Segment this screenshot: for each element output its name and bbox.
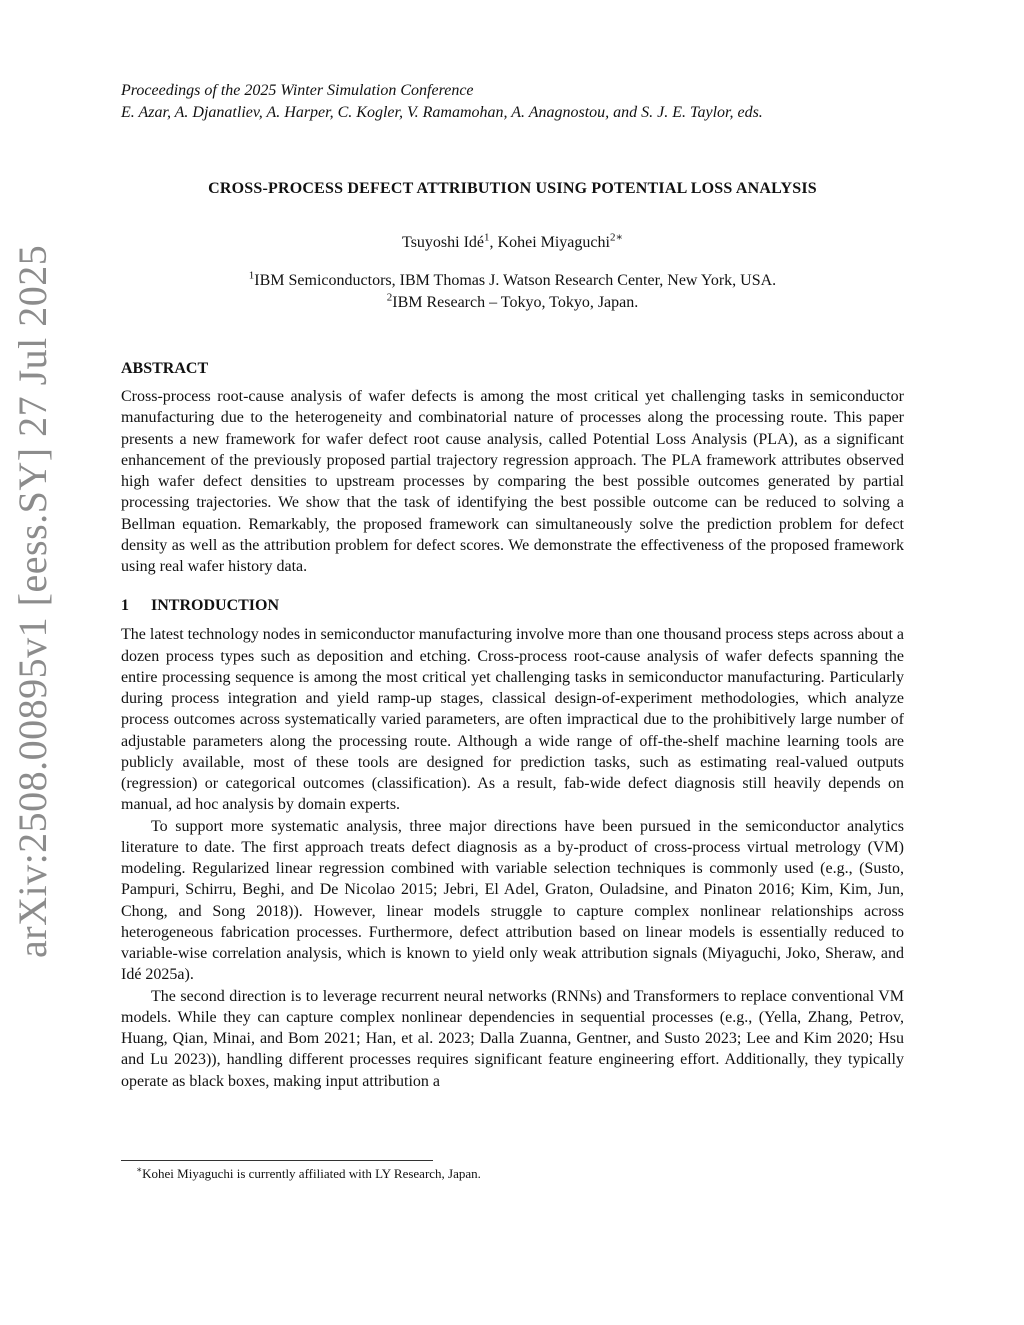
proceedings-editors: E. Azar, A. Djanatliev, A. Harper, C. Kogler, V. Ramamohan, A. Anagnostou, and S. J. E. Taylor, eds. xyxy=(121,104,763,121)
footnote-divider xyxy=(121,1160,433,1161)
affiliation xyxy=(121,270,904,292)
abstract-text: Cross-process root-cause analysis of wafer defects is among the most critical yet challenging tasks in semiconductor manufacturing due to the heterogeneity and combinatorial nature of processes along the processing route. This paper presents a new framework for wafer defect root cause analysis, called Potential Loss Analysis (PLA), as a significant enhancement of the previously proposed partial trajectory regression approach. The PLA framework attributes observed high wafer defect densities to upstream processes by comparing the best possible outcomes generated by partial processing trajectories. We show that the task of identifying the best possible outcome can be reduced to solving a Bellman equation. Remarkably, the proposed framework can simultaneously solve the prediction problem for defect density as well as the attribution problem for defect scores. We demonstrate the effectiveness of the proposed framework using real wafer history data. xyxy=(121,388,904,575)
footnote-mark: ∗ xyxy=(136,1164,143,1175)
body-paragraph: The latest technology nodes in semiconductor manufacturing involve more than one thousand process steps across about a dozen process types such as deposition and etching. Cross-process root-cause analysis of wafer defects spanning the entire processing sequence is among the most critical yet challenging tasks in semiconductor manufacturing. Particularly during process integration and yield ramp-up stages, classical design-of-experiment methodologies, which analyze process outcomes across systematically varied parameters, are often impractical due to the prohibitively large number of adjustable parameters along the processing route. Although a wide range of off-the-shelf machine learning tools are publicly available, most of these tools are designed for prediction tasks, such as estimating real-valued outputs (regression) or categorical outcomes (classification). As a result, fab-wide defect diagnosis still heavily depends on manual, ad hoc analysis by domain experts. xyxy=(121,626,904,814)
author-name: Tsuyoshi Idé xyxy=(402,234,485,251)
affiliation-list xyxy=(121,270,904,314)
body-paragraph: To support more systematic analysis, three major directions have been pursued in the semiconductor analytics literature to date. The first approach treats defect diagnosis as a by-product of cross-process virtual metrology (VM) modeling. Regularized linear regression combined with variable selection techniques is commonly used (e.g., (Susto, Pampuri, Schirru, Beghi, and De Nicolao 2015; Jebri, El Adel, Graton, Ouladsine, and Pinaton 2016; Kim, Kim, Jun, Chong, and Song 2018)). However, linear models struggle to capture complex nonlinear relationships across heterogeneous fabrication processes. Furthermore, defect attribution based on linear models is essentially reduced to variable-wise correlation analysis, which is known to yield only weak attribution signals (Miyaguchi, Joko, Sheraw, and Idé 2025a). xyxy=(121,817,904,984)
section-number: 1 xyxy=(121,597,129,615)
footnote-text: Kohei Miyaguchi is currently affiliated with LY Research, Japan. xyxy=(142,1166,481,1181)
affiliation-mark: 1 xyxy=(248,269,255,282)
author-separator: , xyxy=(489,234,498,251)
author-affiliation-mark: 1 xyxy=(484,231,490,244)
author-list xyxy=(121,231,904,252)
author-affiliation-mark: 2∗ xyxy=(609,231,623,244)
affiliation-text: IBM Research – Tokyo, Tokyo, Japan. xyxy=(392,294,639,311)
paper-title: CROSS-PROCESS DEFECT ATTRIBUTION USING POTENTIAL LOSS ANALYSIS xyxy=(208,180,817,197)
footnote xyxy=(136,1165,481,1183)
proceedings-header xyxy=(121,80,904,124)
arxiv-identifier-stamp: arXiv:2508.00895v1 [eess.SY] 27 Jul 2025 xyxy=(10,244,55,958)
affiliation xyxy=(121,292,904,314)
proceedings-conference: Proceedings of the 2025 Winter Simulation Conference xyxy=(121,82,474,99)
section-title: INTRODUCTION xyxy=(151,597,280,615)
affiliation-mark: 2 xyxy=(386,291,393,304)
affiliation-text: IBM Semiconductors, IBM Thomas J. Watson Research Center, New York, USA. xyxy=(254,272,777,289)
paper-page xyxy=(121,80,904,1092)
abstract-heading: ABSTRACT xyxy=(121,360,209,377)
author-name: Kohei Miyaguchi xyxy=(497,234,610,251)
body-paragraph: The second direction is to leverage recurrent neural networks (RNNs) and Transformers to replace conventional VM models. While they can capture complex nonlinear dependencies in sequential processes (e.g., (Yella, Zhang, Petrov, Huang, Qian, Minai, and Bom 2021; Han, et al. 2023; Dalla Zuanna, Gentner, and Susto 2023; Lee and Kim 2020; Hsu and Lu 2023)), handling different processes requires significant feature engineering effort. Additionally, they typically operate as black boxes, making input attribution a xyxy=(121,987,904,1090)
section-heading-introduction xyxy=(121,597,904,615)
